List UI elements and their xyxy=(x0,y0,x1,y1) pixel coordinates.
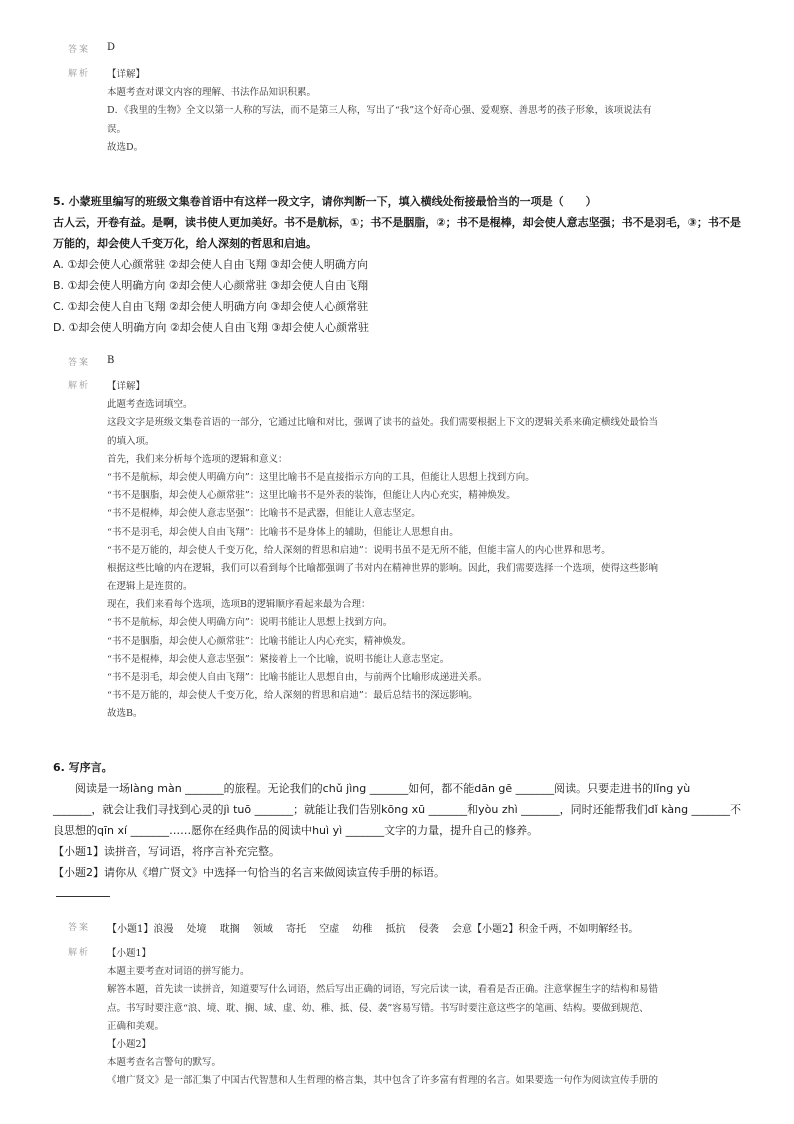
analysis-line: “书不是万能的，却会使人千变万化，给人深刻的哲思和启迪”：最后总结书的深远影响。 xyxy=(107,690,478,702)
answer-value: 【小题1】浪漫 处境 耽搁 领域 寄托 空虚 幼稚 抵抗 侵袭 会意【小题2】积金千两，不如明解经书。 xyxy=(107,924,639,935)
analysis-line: “书不是航标，却会使人明确方向”：这里比喻书不是直接指示方向的工具，但能让人思想上找到方向。 xyxy=(107,471,535,483)
answer-value: D xyxy=(107,42,116,53)
analysis-line: “书不是胭脂，却会使人心颜常驻”：比喻书能让人内心充实，精神焕发。 xyxy=(107,635,412,647)
analysis-line: 故选B。 xyxy=(107,708,143,720)
analysis-line: 【小题1】 xyxy=(107,948,152,959)
analysis-line: “书不是棍棒，却会使人意志坚强”：比喻书不是武器，但能让人意志坚定。 xyxy=(107,508,421,520)
analysis-line: 《增广贤文》是一部汇集了中国古代智慧和人生哲理的格言集，其中包含了许多富有哲理的名言。如果要选一句作为阅读宣传手册的 xyxy=(107,1075,659,1087)
answer-value: B xyxy=(107,355,115,366)
analysis-line: 现在，我们来看每个选项，选项B的逻辑顺序看起来最为合理： xyxy=(107,599,371,611)
analysis-line: 本题考查对课文内容的理解、书法作品知识积累。 xyxy=(107,87,317,99)
question-6 xyxy=(53,757,743,883)
option-c: C. ①却会使人自由飞翔 ②却会使人明确方向 ③却会使人心颜常驻 xyxy=(53,300,369,313)
analysis-body xyxy=(107,378,727,724)
analysis-line: 正确和美观。 xyxy=(107,1020,165,1032)
analysis-line: “书不是万能的，却会使人千变万化，给人深刻的哲思和启迪”：说明书虽不是无所不能，但能丰富人的内心世界和思考。 xyxy=(107,544,611,556)
analysis-line: 这段文字是班级文集卷首语的一部分，它通过比喻和对比，强调了读书的益处。我们需要根据上下文的逻辑关系来确定横线处最恰当 xyxy=(107,417,659,429)
analysis-label: 解析 xyxy=(68,948,91,958)
analysis-line: 【小题2】 xyxy=(107,1038,152,1050)
analysis-line: 误。 xyxy=(107,123,127,135)
question-passage: 阅读是一场làng màn _______的旅程。无论我们的chǔ jìng _______如何，都不能dān gē _______阅读。只要走进书的lǐng yù _______，就会让我们寻找到心灵的jì tuō _______；就能让我们告别kōng xū _______和yòu zhì _______，同时还能帮我们dǐ kàng _______不良思想的qīn xí _______……愿你在经典作品的阅读中huì yì _______文字的力量，提升自己的修养。 xyxy=(53,782,742,837)
option-b: B. ①却会使人明确方向 ②却会使人心颜常驻 ③却会使人自由飞翔 xyxy=(53,279,369,292)
analysis-line: 在逻辑上是连贯的。 xyxy=(107,581,193,593)
option-d: D. ①却会使人明确方向 ②却会使人自由飞翔 ③却会使人心颜常驻 xyxy=(53,321,370,334)
analysis-label: 解析 xyxy=(68,381,91,391)
analysis-body xyxy=(107,66,727,157)
question-title: 6. 写序言。 xyxy=(53,761,113,774)
answer-label: 答案 xyxy=(68,923,91,933)
sub-question-2: 【小题2】请你从《增广贤文》中选择一句恰当的名言来做阅读宣传手册的标语。 xyxy=(53,866,445,879)
analysis-line: 首先，我们来分析每个选项的逻辑和意义： xyxy=(107,453,288,465)
analysis-line: “书不是棍棒，却会使人意志坚强”：紧接着上一个比喻，说明书能让人意志坚定。 xyxy=(107,653,450,665)
question-passage: 古人云，开卷有益。是啊，读书使人更加美好。书不是航标，①；书不是胭脂，②；书不是棍棒，却会使人意志坚强；书不是羽毛，③；书不是万能的，却会使人千变万化，给人深刻的哲思和启迪。 xyxy=(53,216,741,250)
option-a: A. ①却会使人心颜常驻 ②却会使人自由飞翔 ③却会使人明确方向 xyxy=(53,258,368,271)
analysis-line: 【详解】 xyxy=(107,381,146,392)
analysis-line: “书不是羽毛，却会使人自由飞翔”：比喻书能让人思想自由，与前两个比喻形成递进关系。 xyxy=(107,672,488,683)
analysis-line: 解答本题，首先读一读拼音，知道要写什么词语，然后写出正确的词语，写完后读一读，看看是否正确。注意掌握生字的结构和易错 xyxy=(107,984,659,996)
sub-question-1: 【小题1】读拼音，写词语，将序言补充完整。 xyxy=(53,845,280,858)
analysis-label: 解析 xyxy=(68,69,91,79)
analysis-line: 故选D。 xyxy=(107,141,144,153)
analysis-line: D．《我里的生物》全文以第一人称的写法，而不是第三人称，写出了“我”这个好奇心强、爱观察、善思考的孩子形象，该项说法有 xyxy=(107,105,652,117)
question-5 xyxy=(53,191,743,338)
question-title: 5. 小蒙班里编写的班级文集卷首语中有这样一段文字，请你判断一下，填入横线处衔接最恰当的一项是（ ） xyxy=(53,195,597,208)
answer-label: 答案 xyxy=(68,45,91,55)
analysis-line: 此题考查选词填空。 xyxy=(107,399,193,411)
analysis-line: 本题主要考查对词语的拼写能力。 xyxy=(107,966,250,978)
analysis-line: “书不是羽毛，却会使人自由飞翔”：比喻书不是身体上的辅助，但能让人思想自由。 xyxy=(107,526,459,538)
analysis-line: 【详解】 xyxy=(107,69,146,80)
analysis-line: 本题考查名言警句的默写。 xyxy=(107,1057,222,1069)
analysis-body xyxy=(107,945,727,1091)
analysis-line: “书不是胭脂，却会使人心颜常驻”：这里比喻书不是外表的装饰，但能让人内心充实，精神焕发。 xyxy=(107,490,516,502)
analysis-line: 根据这些比喻的内在逻辑，我们可以看到每个比喻都强调了书对内在精神世界的影响。因此，我们需要选择一个选项，使得这些影响 xyxy=(107,562,659,574)
analysis-line: 的填入项。 xyxy=(107,435,155,447)
analysis-line: “书不是航标，却会使人明确方向”：说明书能让人思想上找到方向。 xyxy=(107,617,393,629)
separator-line xyxy=(56,896,110,897)
analysis-line: 点。书写时要注意“浪、境、耽、搁、域、虚、幼、稚、抵、侵、袭”容易写错。书写时要注意这些字的笔画、结构。要做到规范、 xyxy=(107,1002,649,1014)
answer-label: 答案 xyxy=(68,358,91,368)
